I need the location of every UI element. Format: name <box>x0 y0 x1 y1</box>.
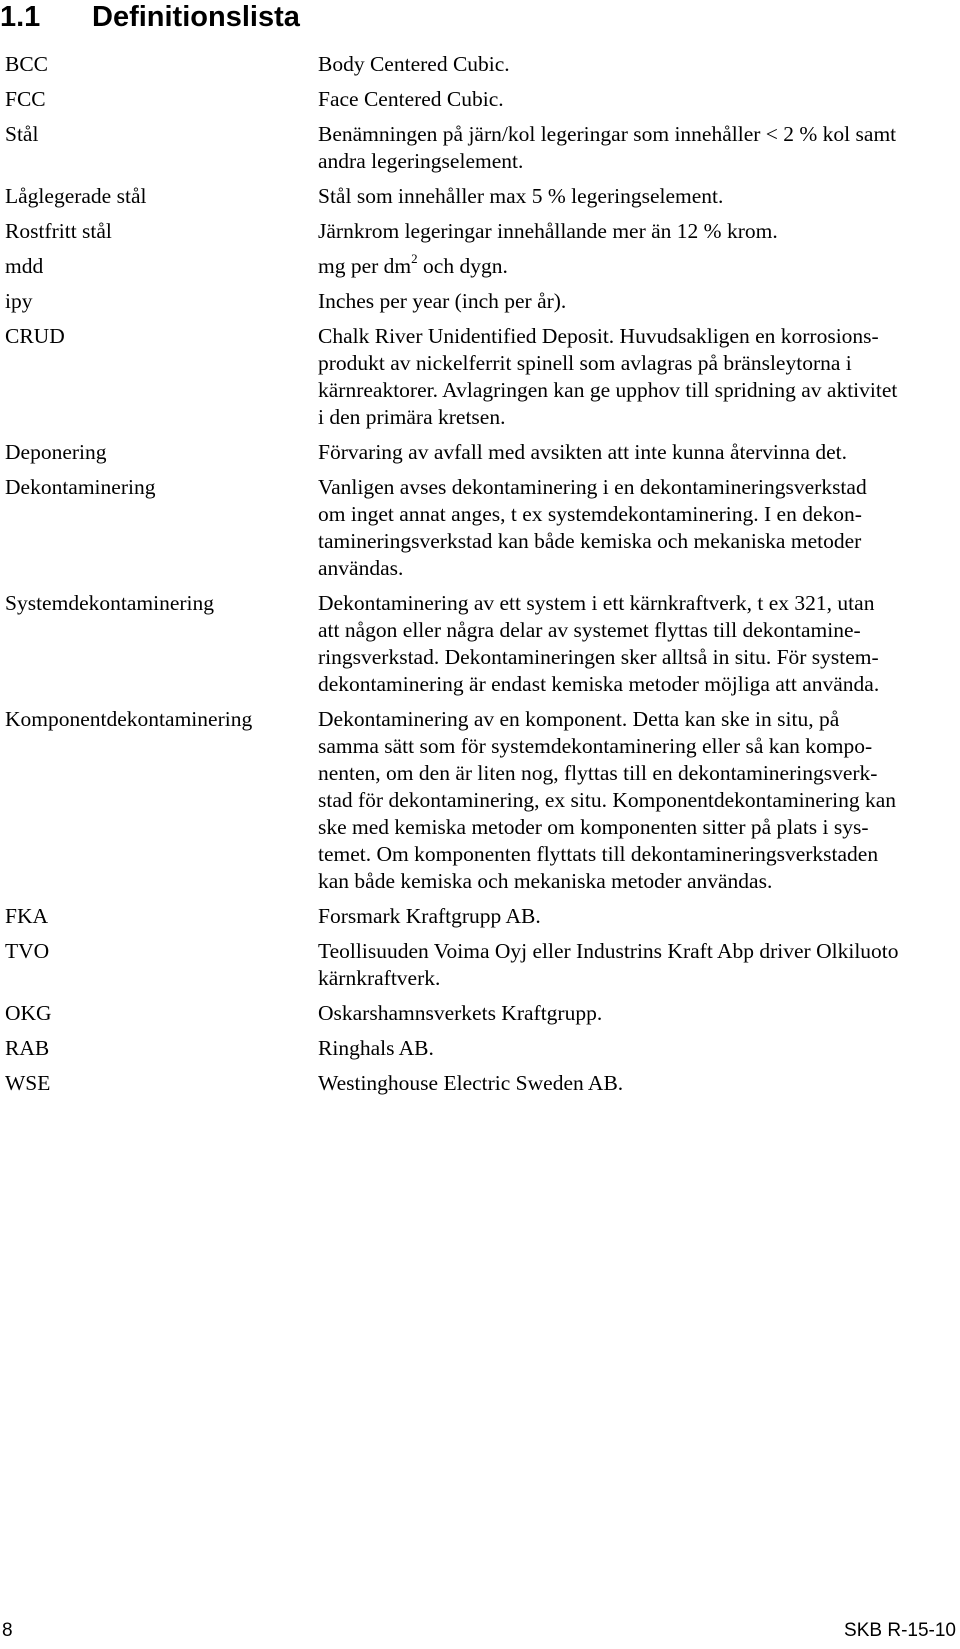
definition-term: OKG <box>5 1001 52 1025</box>
definition-line: Inches per year (inch per år). <box>318 289 567 313</box>
definition-term: ipy <box>5 289 33 313</box>
definition-row <box>0 1070 935 1097</box>
definition-text <box>318 938 935 992</box>
definition-term: RAB <box>5 1036 50 1060</box>
definition-line: andra legeringselement. <box>318 149 524 173</box>
definition-line: Forsmark Kraftgrupp AB. <box>318 904 541 928</box>
definition-line: produkt av nickelferrit spinell som avlagras på bränsleytorna i <box>318 351 852 375</box>
definition-line: Benämningen på järn/kol legeringar som innehåller < 2 % kol samt <box>318 122 897 146</box>
definition-row <box>0 590 935 698</box>
definition-text <box>318 590 935 698</box>
section-heading <box>0 0 300 34</box>
definition-line: ringsverkstad. Dekontamineringen sker alltså in situ. För system- <box>318 645 879 669</box>
definition-line: kan både kemiska och mekaniska metoder användas. <box>318 869 773 893</box>
definition-line: Chalk River Unidentified Deposit. Huvudsakligen en korrosions- <box>318 324 879 348</box>
definition-line: Oskarshamnsverkets Kraftgrupp. <box>318 1001 603 1025</box>
definition-term: CRUD <box>5 324 65 348</box>
definition-row <box>0 288 935 315</box>
definition-term: WSE <box>5 1071 51 1095</box>
definition-line: nenten, om den är liten nog, flyttas till en dekontamineringsverk- <box>318 761 878 785</box>
definition-row <box>0 183 935 210</box>
definition-line: Teollisuuden Voima Oyj eller Industrins Kraft Abp driver Olkiluoto <box>318 939 899 963</box>
definition-text <box>318 51 935 78</box>
definition-text <box>318 323 935 431</box>
definition-term: Rostfritt stål <box>5 219 112 243</box>
definition-term: FKA <box>5 904 49 928</box>
definition-term: Deponering <box>5 440 107 464</box>
definition-row <box>0 323 935 431</box>
definition-row <box>0 439 935 466</box>
definition-line: Body Centered Cubic. <box>318 52 510 76</box>
definition-row <box>0 51 935 78</box>
definition-line: kärnreaktorer. Avlagringen kan ge upphov till spridning av aktivitet <box>318 378 898 402</box>
definition-line: stad för dekontaminering, ex situ. Komponentdekontaminering kan <box>318 788 896 812</box>
definition-line: Järnkrom legeringar innehållande mer än 12 % krom. <box>318 219 778 243</box>
definition-row <box>0 1000 935 1027</box>
section-number: 1.1 <box>0 1 41 33</box>
definition-line: samma sätt som för systemdekontaminering eller så kan kompo- <box>318 734 873 758</box>
report-id: SKB R-15-10 <box>844 1620 956 1641</box>
definition-text <box>318 903 935 930</box>
definition-text <box>318 1000 935 1027</box>
definition-line <box>318 250 935 280</box>
definition-row <box>0 218 935 245</box>
definition-line: Ringhals AB. <box>318 1036 434 1060</box>
definition-text <box>318 250 935 280</box>
definition-line: Förvaring av avfall med avsikten att inte kunna återvinna det. <box>318 440 847 464</box>
definition-line: i den primära kretsen. <box>318 405 506 429</box>
definition-text <box>318 1035 935 1062</box>
definition-term: TVO <box>5 939 50 963</box>
definition-row <box>0 86 935 113</box>
definition-fragment: och dygn. <box>417 254 508 278</box>
definition-line: användas. <box>318 556 404 580</box>
definition-row <box>0 706 935 895</box>
definition-text <box>318 86 935 113</box>
definition-term: mdd <box>5 254 44 278</box>
definition-text <box>318 183 935 210</box>
definition-row <box>0 474 935 582</box>
definition-line: temet. Om komponenten flyttats till dekontamineringsverkstaden <box>318 842 879 866</box>
definition-line: att någon eller några delar av systemet flyttas till dekontamine- <box>318 618 861 642</box>
definition-fragment: mg per dm <box>318 254 412 278</box>
definition-text <box>318 706 935 895</box>
definition-term: Systemdekontaminering <box>5 591 214 615</box>
definition-text <box>318 121 935 175</box>
definition-text <box>318 474 935 582</box>
definition-line: Dekontaminering av ett system i ett kärnkraftverk, t ex 321, utan <box>318 591 875 615</box>
definition-text <box>318 439 935 466</box>
superscript: 2 <box>411 250 418 266</box>
definition-line: Stål som innehåller max 5 % legeringselement. <box>318 184 724 208</box>
definition-line: Dekontaminering av en komponent. Detta kan ske in situ, på <box>318 707 840 731</box>
definition-line: om inget annat anges, t ex systemdekontaminering. I en dekon- <box>318 502 862 526</box>
definition-text <box>318 1070 935 1097</box>
definition-term: Låglegerade stål <box>5 184 147 208</box>
definition-term: FCC <box>5 87 46 111</box>
definition-line: Face Centered Cubic. <box>318 87 504 111</box>
page-number: 8 <box>2 1620 13 1641</box>
definition-text <box>318 218 935 245</box>
definition-line: Vanligen avses dekontaminering i en dekontamineringsverkstad <box>318 475 867 499</box>
definition-term: Dekontaminering <box>5 475 156 499</box>
definition-term: BCC <box>5 52 49 76</box>
definition-term: Stål <box>5 122 39 146</box>
definition-line: tamineringsverkstad kan både kemiska och mekaniska metoder <box>318 529 862 553</box>
definition-line: kärnkraftverk. <box>318 966 441 990</box>
definition-row <box>0 938 935 992</box>
definition-text <box>318 288 935 315</box>
definition-list <box>0 51 935 1097</box>
definition-line: dekontaminering är endast kemiska metoder möjliga att använda. <box>318 672 880 696</box>
definition-row <box>0 121 935 175</box>
definition-row <box>0 903 935 930</box>
section-title: Definitionslista <box>92 1 300 33</box>
definition-term: Komponentdekontaminering <box>5 707 253 731</box>
definition-row <box>0 1035 935 1062</box>
definition-line: Westinghouse Electric Sweden AB. <box>318 1071 624 1095</box>
definition-row <box>0 250 935 280</box>
definition-line: ske med kemiska metoder om komponenten sitter på plats i sys- <box>318 815 869 839</box>
